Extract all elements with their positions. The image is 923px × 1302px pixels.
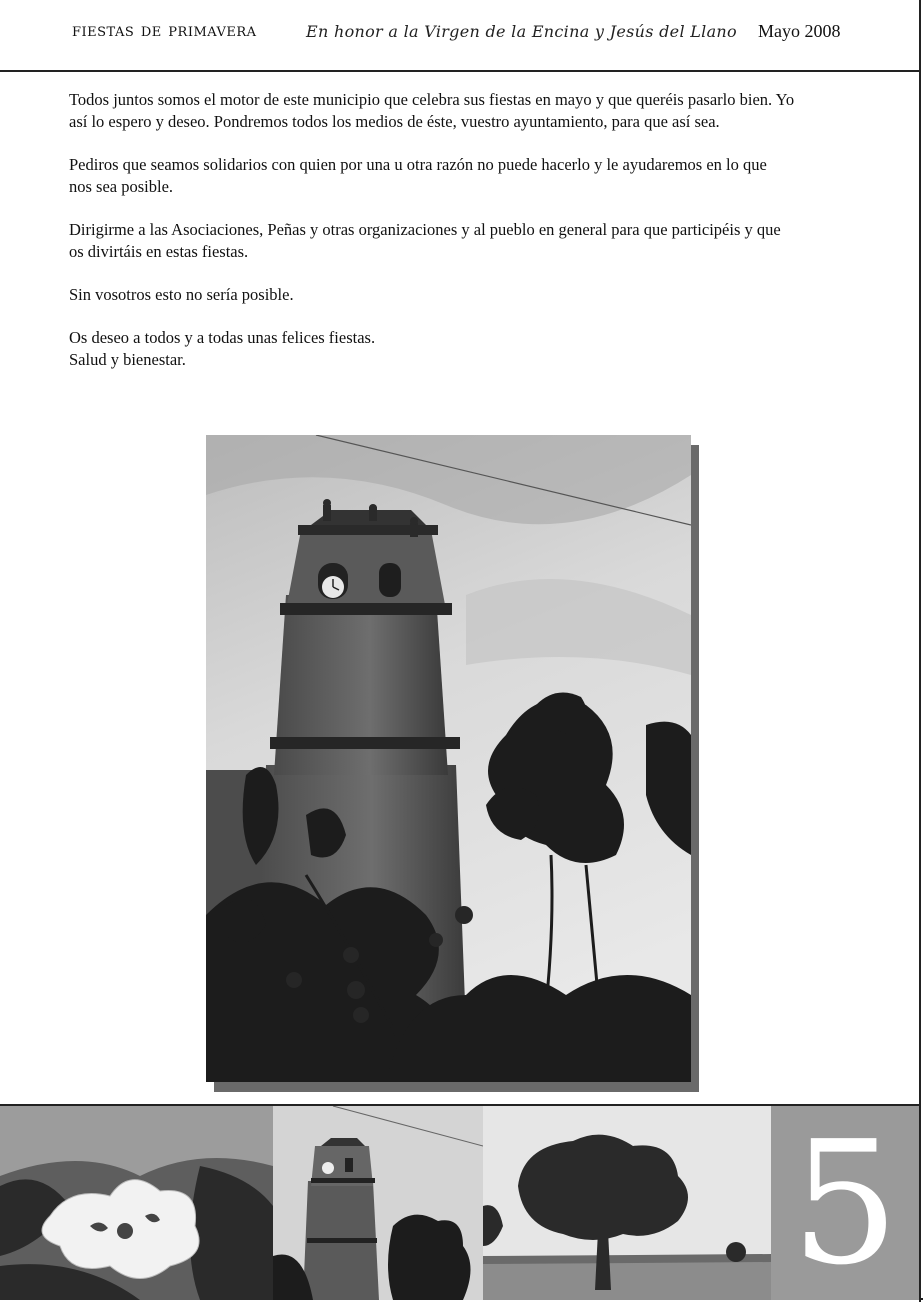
paragraph-4 [69,284,852,306]
paragraph-1-line-2: así lo espero y deseo. Pondremos todos los medios de éste, vuestro ayuntamiento, para que así sea. [69,112,720,131]
page-number-box [771,1106,919,1300]
dedication-line: En honor a la Virgen de la Encina y Jesús del Llano [306,22,737,41]
paragraph-3-line-1: Dirigirme a las Asociaciones, Peñas y otras organizaciones y al pueblo en general para que participéis y que [69,220,781,239]
paragraph-2-line-1: Pediros que seamos solidarios con quien por una u otra razón no puede hacerlo y le ayudaremos en lo que [69,155,767,174]
page-header [0,0,921,72]
paragraph-4-line-1: Sin vosotros esto no sería posible. [69,285,294,304]
issue-date: Mayo 2008 [758,21,841,41]
paragraph-5 [69,327,852,371]
paragraph-3-line-2: os divirtáis en estas fiestas. [69,242,249,261]
paragraph-1-line-1: Todos juntos somos el motor de este municipio que celebra sus fiestas en mayo y que queréis pasarlo bien. Yo [69,90,795,109]
paragraph-2 [69,154,852,198]
flower-photo [0,1106,273,1300]
bell-tower-photo [206,435,691,1082]
paragraph-1 [69,89,852,133]
tower-thumbnail-photo [273,1106,483,1300]
paragraph-5-line-2: Salud y bienestar. [69,350,186,369]
page-number: 5 [790,1106,900,1300]
paragraph-2-line-2: nos sea posible. [69,177,174,196]
paragraph-5-line-1: Os deseo a todos y a todas unas felices fiestas. [69,328,376,347]
paragraph-3 [69,219,852,263]
photo-strip [0,1104,919,1300]
letter-body [69,89,852,371]
oak-tree-photo [483,1106,771,1300]
publication-title: fiestas de primavera [72,19,257,41]
page-frame-right [919,0,921,1302]
